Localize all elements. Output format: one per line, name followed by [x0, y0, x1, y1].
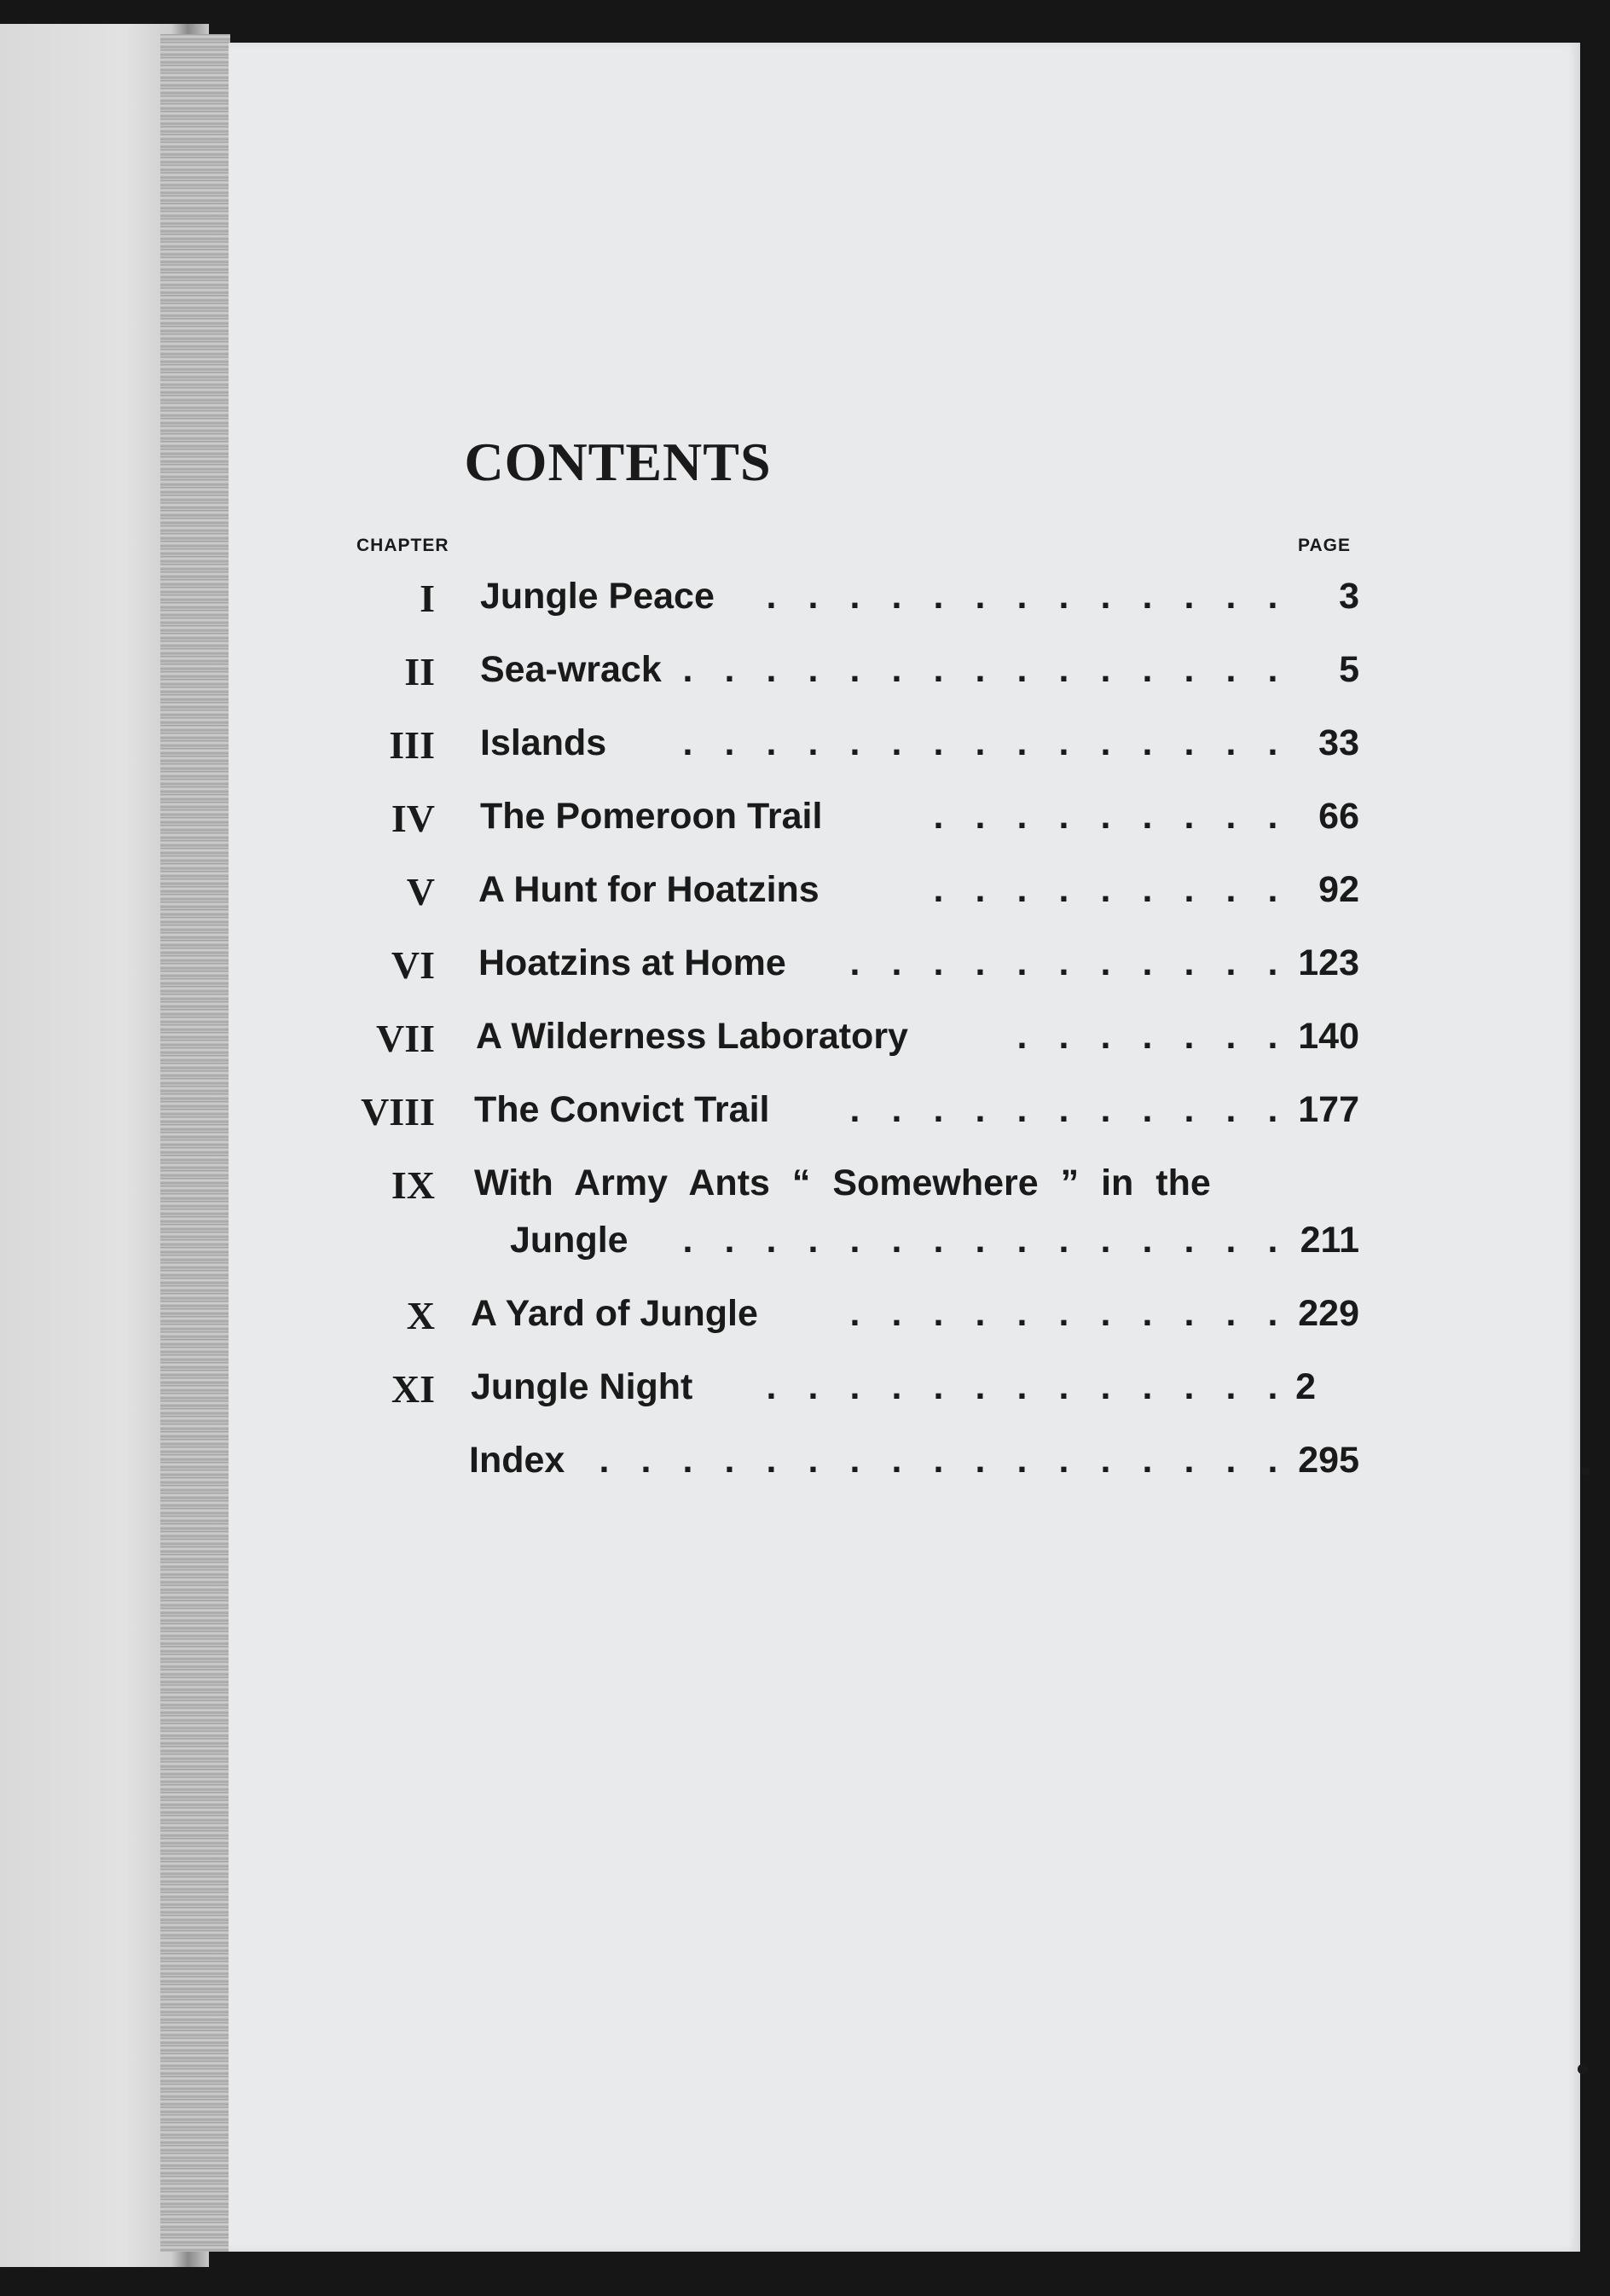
leader-dot: . [1142, 1089, 1153, 1130]
leader-dot: . [724, 649, 735, 690]
leader-dot: . [933, 649, 944, 690]
leader-dot: . [1267, 722, 1278, 763]
leader-dot: . [1184, 1220, 1195, 1261]
leader-dot: . [724, 722, 735, 763]
leader-dots [667, 649, 1294, 691]
chapter-title: Index [469, 1440, 565, 1481]
leader-dot: . [975, 942, 986, 983]
page-number: 140 [1298, 1016, 1359, 1057]
leader-dot: . [1016, 1089, 1028, 1130]
chapter-number: II [404, 650, 435, 693]
chapter-number: III [389, 723, 435, 767]
chapter-number: X [406, 1294, 435, 1337]
leader-dot: . [975, 722, 986, 763]
leader-dot: . [1100, 649, 1111, 690]
leader-dot: . [1100, 796, 1111, 837]
leader-dot: . [1225, 1440, 1236, 1481]
leader-dot: . [1016, 1220, 1028, 1261]
leader-dot: . [1142, 796, 1153, 837]
leader-dot: . [1267, 649, 1278, 690]
page-number: 177 [1298, 1089, 1359, 1130]
toc-row [0, 722, 1610, 774]
toc-row [0, 942, 1610, 994]
chapter-number: VIII [361, 1090, 435, 1134]
leader-dot: . [1100, 942, 1111, 983]
leader-dot: . [1225, 1220, 1236, 1261]
chapter-title: A Yard of Jungle [471, 1293, 758, 1334]
leader-dot: . [1184, 649, 1195, 690]
leader-dot: . [933, 1440, 944, 1481]
leader-dot: . [766, 1440, 777, 1481]
toc-row [0, 1016, 1610, 1067]
leader-dot: . [1016, 1366, 1028, 1407]
leader-dot: . [1225, 942, 1236, 983]
leader-dot: . [891, 942, 902, 983]
leader-dots [834, 942, 1294, 984]
leader-dot: . [1225, 796, 1236, 837]
page-number: 3 [1339, 576, 1359, 617]
leader-dot: . [1058, 722, 1069, 763]
scan-speck [1582, 1467, 1590, 1476]
leader-dot: . [1184, 576, 1195, 617]
leader-dot: . [1100, 1440, 1111, 1481]
leader-dot: . [808, 576, 819, 617]
page-number: 5 [1339, 649, 1359, 690]
chapter-title: The Convict Trail [474, 1089, 770, 1130]
scan-speck [1578, 2064, 1588, 2074]
leader-dot: . [640, 1440, 652, 1481]
leader-dot: . [933, 796, 944, 837]
leader-dot: . [1225, 869, 1236, 910]
leader-dot: . [849, 1220, 860, 1261]
leader-dot: . [1058, 1293, 1069, 1334]
page-number: 33 [1318, 722, 1359, 763]
leader-dot: . [1184, 1089, 1195, 1130]
leader-dot: . [808, 722, 819, 763]
leader-dot: . [1267, 942, 1278, 983]
leader-dot: . [891, 1293, 902, 1334]
toc-row [0, 869, 1610, 920]
leader-dot: . [849, 1293, 860, 1334]
leader-dot: . [1142, 1440, 1153, 1481]
leader-dot: . [1184, 1293, 1195, 1334]
leader-dot: . [1100, 722, 1111, 763]
leader-dot: . [1016, 942, 1028, 983]
leader-dot: . [933, 1293, 944, 1334]
book-gutter [160, 34, 230, 2252]
leader-dot: . [849, 649, 860, 690]
leader-dot: . [933, 722, 944, 763]
leader-dot: . [1142, 869, 1153, 910]
chapter-title: Islands [480, 722, 607, 763]
leader-dot: . [849, 942, 860, 983]
page-column-header: PAGE [1298, 536, 1351, 555]
leader-dot: . [1058, 1220, 1069, 1261]
leader-dot: . [1184, 796, 1195, 837]
leader-dot: . [1100, 576, 1111, 617]
leader-dot: . [1267, 1089, 1278, 1130]
leader-dot: . [1184, 869, 1195, 910]
leader-dot: . [933, 942, 944, 983]
leader-dot: . [1142, 1220, 1153, 1261]
leader-dot: . [1016, 1440, 1028, 1481]
leader-dots [750, 1366, 1294, 1408]
chapter-number: VII [375, 1017, 435, 1060]
leader-dot: . [849, 576, 860, 617]
leader-dot: . [1142, 576, 1153, 617]
chapter-number: V [406, 870, 435, 913]
leader-dot: . [975, 1366, 986, 1407]
leader-dots [918, 869, 1294, 911]
leader-dot: . [891, 722, 902, 763]
leader-dot: . [1184, 1366, 1195, 1407]
leader-dots [834, 1293, 1294, 1335]
page-number: 66 [1318, 796, 1359, 837]
leader-dot: . [1100, 1220, 1111, 1261]
page-number: 211 [1300, 1220, 1359, 1261]
leader-dot: . [1267, 1220, 1278, 1261]
leader-dot: . [1016, 796, 1028, 837]
chapter-number: VI [391, 943, 435, 987]
page-number: 295 [1298, 1440, 1359, 1481]
leader-dot: . [682, 649, 693, 690]
leader-dot: . [975, 576, 986, 617]
leader-dot: . [682, 722, 693, 763]
leader-dot: . [933, 1220, 944, 1261]
toc-row [0, 796, 1610, 847]
leader-dot: . [1142, 1366, 1153, 1407]
toc-row [0, 1440, 1610, 1491]
leader-dot: . [1016, 1016, 1028, 1057]
leader-dot: . [1142, 942, 1153, 983]
leader-dot: . [933, 576, 944, 617]
leader-dot: . [1142, 1016, 1153, 1057]
leader-dot: . [1184, 1440, 1195, 1481]
leader-dot: . [1016, 576, 1028, 617]
leader-dot: . [766, 649, 777, 690]
chapter-number: XI [391, 1367, 435, 1411]
chapter-title: Hoatzins at Home [478, 942, 786, 983]
leader-dot: . [766, 1220, 777, 1261]
leader-dot: . [1184, 1016, 1195, 1057]
leader-dots [750, 576, 1294, 617]
leader-dot: . [1058, 1440, 1069, 1481]
leader-dot: . [1267, 1016, 1278, 1057]
leader-dot: . [1142, 1293, 1153, 1334]
leader-dot: . [1225, 1089, 1236, 1130]
leader-dot: . [1100, 1293, 1111, 1334]
leader-dot: . [891, 1366, 902, 1407]
leader-dot: . [1058, 942, 1069, 983]
chapter-title: A Hunt for Hoatzins [478, 869, 819, 910]
leader-dot: . [1142, 649, 1153, 690]
chapter-number: IX [391, 1163, 435, 1207]
contents-page [229, 43, 1580, 2252]
page-number: 92 [1318, 869, 1359, 910]
leader-dot: . [891, 1220, 902, 1261]
chapter-title: Jungle [510, 1220, 628, 1261]
leader-dots [667, 1220, 1294, 1261]
leader-dot: . [975, 1293, 986, 1334]
chapter-column-header: CHAPTER [356, 536, 449, 555]
leader-dot: . [1225, 649, 1236, 690]
leader-dot: . [1016, 1293, 1028, 1334]
leader-dots [583, 1440, 1294, 1481]
leader-dot: . [849, 1366, 860, 1407]
leader-dot: . [1100, 869, 1111, 910]
leader-dot: . [891, 649, 902, 690]
leader-dot: . [1016, 649, 1028, 690]
leader-dot: . [1267, 1293, 1278, 1334]
toc-row [0, 649, 1610, 700]
leader-dot: . [1142, 722, 1153, 763]
leader-dot: . [808, 1220, 819, 1261]
leader-dot: . [1225, 1016, 1236, 1057]
toc-row [0, 1162, 1610, 1214]
leader-dot: . [682, 1220, 693, 1261]
chapter-title: Jungle Night [471, 1366, 693, 1407]
leader-dot: . [1267, 869, 1278, 910]
leader-dot: . [1225, 576, 1236, 617]
leader-dot: . [975, 1220, 986, 1261]
leader-dot: . [766, 576, 777, 617]
leader-dot: . [766, 722, 777, 763]
leader-dot: . [808, 649, 819, 690]
leader-dot: . [849, 1440, 860, 1481]
leader-dot: . [975, 649, 986, 690]
leader-dot: . [891, 1089, 902, 1130]
leader-dot: . [933, 1089, 944, 1130]
leader-dot: . [682, 1440, 693, 1481]
chapter-number: I [420, 577, 435, 620]
toc-row [0, 1220, 1610, 1271]
leader-dots [1001, 1016, 1294, 1058]
leader-dot: . [933, 1366, 944, 1407]
leader-dot: . [1225, 1366, 1236, 1407]
chapter-title: A Wilderness Laboratory [476, 1016, 908, 1057]
toc-row [0, 1089, 1610, 1140]
leader-dot: . [1058, 576, 1069, 617]
leader-dot: . [1267, 1440, 1278, 1481]
leader-dot: . [766, 1366, 777, 1407]
chapter-title: With Army Ants “ Somewhere ” in the [474, 1162, 1211, 1203]
page-number: 123 [1298, 942, 1359, 983]
leader-dots [918, 796, 1294, 838]
chapter-number: IV [391, 797, 435, 840]
leader-dot: . [1016, 869, 1028, 910]
leader-dot: . [599, 1440, 610, 1481]
leader-dot: . [724, 1440, 735, 1481]
leader-dot: . [1058, 649, 1069, 690]
leader-dot: . [1058, 1016, 1069, 1057]
chapter-title: Jungle Peace [480, 576, 715, 617]
leader-dot: . [1058, 869, 1069, 910]
leader-dot: . [975, 1440, 986, 1481]
leader-dot: . [1225, 1293, 1236, 1334]
page-number: 229 [1298, 1293, 1359, 1334]
leader-dot: . [1184, 722, 1195, 763]
leader-dot: . [808, 1440, 819, 1481]
page-number: 2 [1295, 1366, 1316, 1407]
leader-dot: . [1058, 1366, 1069, 1407]
toc-row [0, 1293, 1610, 1344]
leader-dot: . [1225, 722, 1236, 763]
leader-dot: . [1100, 1089, 1111, 1130]
leader-dots [834, 1089, 1294, 1131]
leader-dot: . [933, 869, 944, 910]
leader-dot: . [1016, 722, 1028, 763]
page-title: CONTENTS [464, 432, 772, 492]
leader-dot: . [808, 1366, 819, 1407]
toc-row [0, 576, 1610, 627]
leader-dot: . [1100, 1016, 1111, 1057]
leader-dot: . [975, 1089, 986, 1130]
toc-row [0, 1366, 1610, 1418]
leader-dot: . [891, 576, 902, 617]
leader-dot: . [1184, 942, 1195, 983]
leader-dot: . [975, 869, 986, 910]
leader-dot: . [1100, 1366, 1111, 1407]
chapter-title: The Pomeroon Trail [480, 796, 823, 837]
leader-dot: . [1267, 576, 1278, 617]
leader-dot: . [1058, 1089, 1069, 1130]
leader-dots [667, 722, 1294, 764]
leader-dot: . [1267, 1366, 1278, 1407]
leader-dot: . [724, 1220, 735, 1261]
leader-dot: . [849, 1089, 860, 1130]
leader-dot: . [849, 722, 860, 763]
leader-dot: . [975, 796, 986, 837]
leader-dot: . [891, 1440, 902, 1481]
leader-dot: . [1267, 796, 1278, 837]
chapter-title: Sea-wrack [480, 649, 662, 690]
leader-dot: . [1058, 796, 1069, 837]
